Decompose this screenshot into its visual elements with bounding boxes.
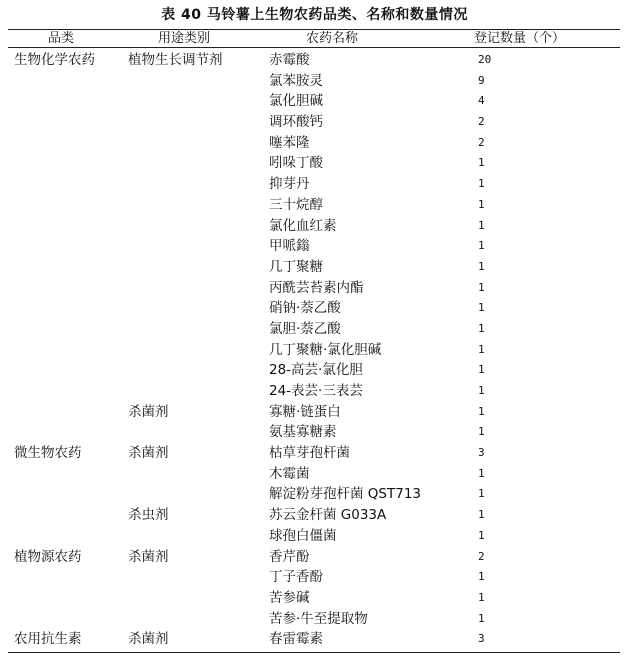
table-row — [0, 236, 629, 257]
row-name: 丁子香酚 — [269, 569, 323, 586]
table-title: 表 40 马铃薯上生物农药品类、名称和数量情况 — [161, 7, 468, 23]
row-count: 1 — [478, 280, 485, 294]
table-row — [0, 567, 629, 588]
table-row — [0, 443, 629, 464]
header-name: 农药名称 — [306, 31, 359, 46]
row-name: 球孢白僵菌 — [269, 527, 337, 544]
table-row — [0, 278, 629, 299]
table-row — [0, 112, 629, 133]
row-count: 3 — [478, 632, 485, 646]
table-body — [0, 50, 629, 650]
row-use: 杀菌剂 — [128, 548, 169, 565]
row-count: 1 — [478, 404, 485, 418]
table-row — [0, 91, 629, 112]
row-count: 1 — [478, 611, 485, 625]
row-count: 1 — [478, 466, 485, 480]
row-category: 生物化学农药 — [14, 52, 95, 68]
row-count: 2 — [478, 549, 485, 563]
table-row — [0, 588, 629, 609]
row-name: 三十烷醇 — [269, 196, 323, 213]
table-row — [0, 484, 629, 505]
row-category: 农用抗生素 — [14, 631, 82, 648]
table-row — [0, 174, 629, 195]
table-row — [0, 360, 629, 381]
table-row — [0, 526, 629, 547]
row-count: 1 — [478, 321, 485, 335]
table-row — [0, 50, 629, 71]
row-name: 木霉菌 — [269, 465, 310, 482]
row-use: 杀菌剂 — [128, 631, 169, 648]
table-row — [0, 133, 629, 154]
table-row — [0, 71, 629, 92]
row-name: 吲哚丁酸 — [269, 155, 323, 172]
row-name: 氯化胆碱 — [269, 93, 323, 110]
table-row — [0, 609, 629, 630]
row-name: 几丁聚糖·氯化胆碱 — [269, 341, 382, 358]
row-name: 氯胆·萘乙酸 — [269, 320, 341, 337]
row-count: 1 — [478, 156, 485, 170]
row-name: 解淀粉芽孢杆菌 QST713 — [269, 486, 422, 503]
table-row — [0, 153, 629, 174]
row-count: 1 — [478, 508, 485, 522]
table-row — [0, 298, 629, 319]
table-header-rule — [8, 47, 620, 48]
table-row — [0, 505, 629, 526]
row-name: 春雷霉素 — [269, 631, 323, 648]
table-row — [0, 629, 629, 650]
row-count: 1 — [478, 528, 485, 542]
row-count: 3 — [478, 446, 485, 460]
row-name: 调环酸钙 — [269, 114, 323, 131]
row-count: 1 — [478, 301, 485, 315]
row-count: 1 — [478, 487, 485, 501]
row-name: 苏云金杆菌 G033A — [269, 507, 387, 524]
table-row — [0, 381, 629, 402]
header-category: 品类 — [48, 31, 75, 46]
table-bottom-rule — [8, 652, 620, 653]
row-count: 1 — [478, 425, 485, 439]
row-name: 香芹酚 — [269, 548, 310, 565]
row-count: 1 — [478, 570, 485, 584]
row-name: 丙酰芸苔素内酯 — [269, 279, 364, 296]
row-name: 抑芽丹 — [269, 176, 310, 193]
row-category: 微生物农药 — [14, 445, 82, 462]
row-use: 杀菌剂 — [128, 445, 169, 462]
table-row — [0, 547, 629, 568]
row-count: 1 — [478, 239, 485, 253]
row-name: 氨基寡糖素 — [269, 424, 337, 441]
header-use: 用途类别 — [158, 31, 211, 46]
row-count: 1 — [478, 384, 485, 397]
row-name: 24-表芸·三表芸 — [269, 383, 363, 399]
row-name: 甲哌鎓 — [269, 238, 310, 255]
row-name: 苦参碱 — [269, 589, 310, 606]
row-count: 1 — [478, 590, 485, 604]
row-count: 20 — [478, 53, 492, 66]
row-name: 几丁聚糖 — [269, 258, 323, 275]
row-name: 氯化血红素 — [269, 217, 337, 234]
row-use: 植物生长调节剂 — [128, 52, 223, 68]
table-row — [0, 319, 629, 340]
table-row — [0, 195, 629, 216]
row-count: 1 — [478, 218, 485, 232]
row-count: 1 — [478, 177, 485, 191]
table-row — [0, 340, 629, 361]
row-name: 28-高芸·氯化胆 — [269, 362, 363, 379]
row-count: 2 — [478, 115, 485, 129]
row-count: 2 — [478, 135, 485, 149]
header-count: 登记数量（个） — [474, 31, 566, 46]
row-name: 苦参·牛至提取物 — [269, 610, 368, 627]
table-row — [0, 216, 629, 237]
row-name: 噻苯隆 — [269, 134, 310, 151]
row-use: 杀菌剂 — [128, 403, 169, 420]
row-name: 寡糖·链蛋白 — [269, 403, 341, 420]
row-count: 1 — [478, 363, 485, 377]
row-name: 赤霉酸 — [269, 52, 310, 68]
row-count: 9 — [478, 73, 485, 87]
row-name: 枯草芽孢杆菌 — [269, 445, 350, 462]
row-count: 1 — [478, 259, 485, 273]
row-use: 杀虫剂 — [128, 507, 169, 524]
row-name: 硝钠·萘乙酸 — [269, 300, 341, 317]
row-count: 1 — [478, 342, 485, 356]
table-row — [0, 422, 629, 443]
row-category: 植物源农药 — [14, 548, 82, 565]
row-name: 氯苯胺灵 — [269, 72, 323, 89]
row-count: 1 — [478, 197, 485, 211]
table-row — [0, 402, 629, 423]
table-header — [0, 30, 629, 47]
table-row — [0, 257, 629, 278]
row-count: 4 — [478, 94, 485, 108]
table-row — [0, 464, 629, 485]
